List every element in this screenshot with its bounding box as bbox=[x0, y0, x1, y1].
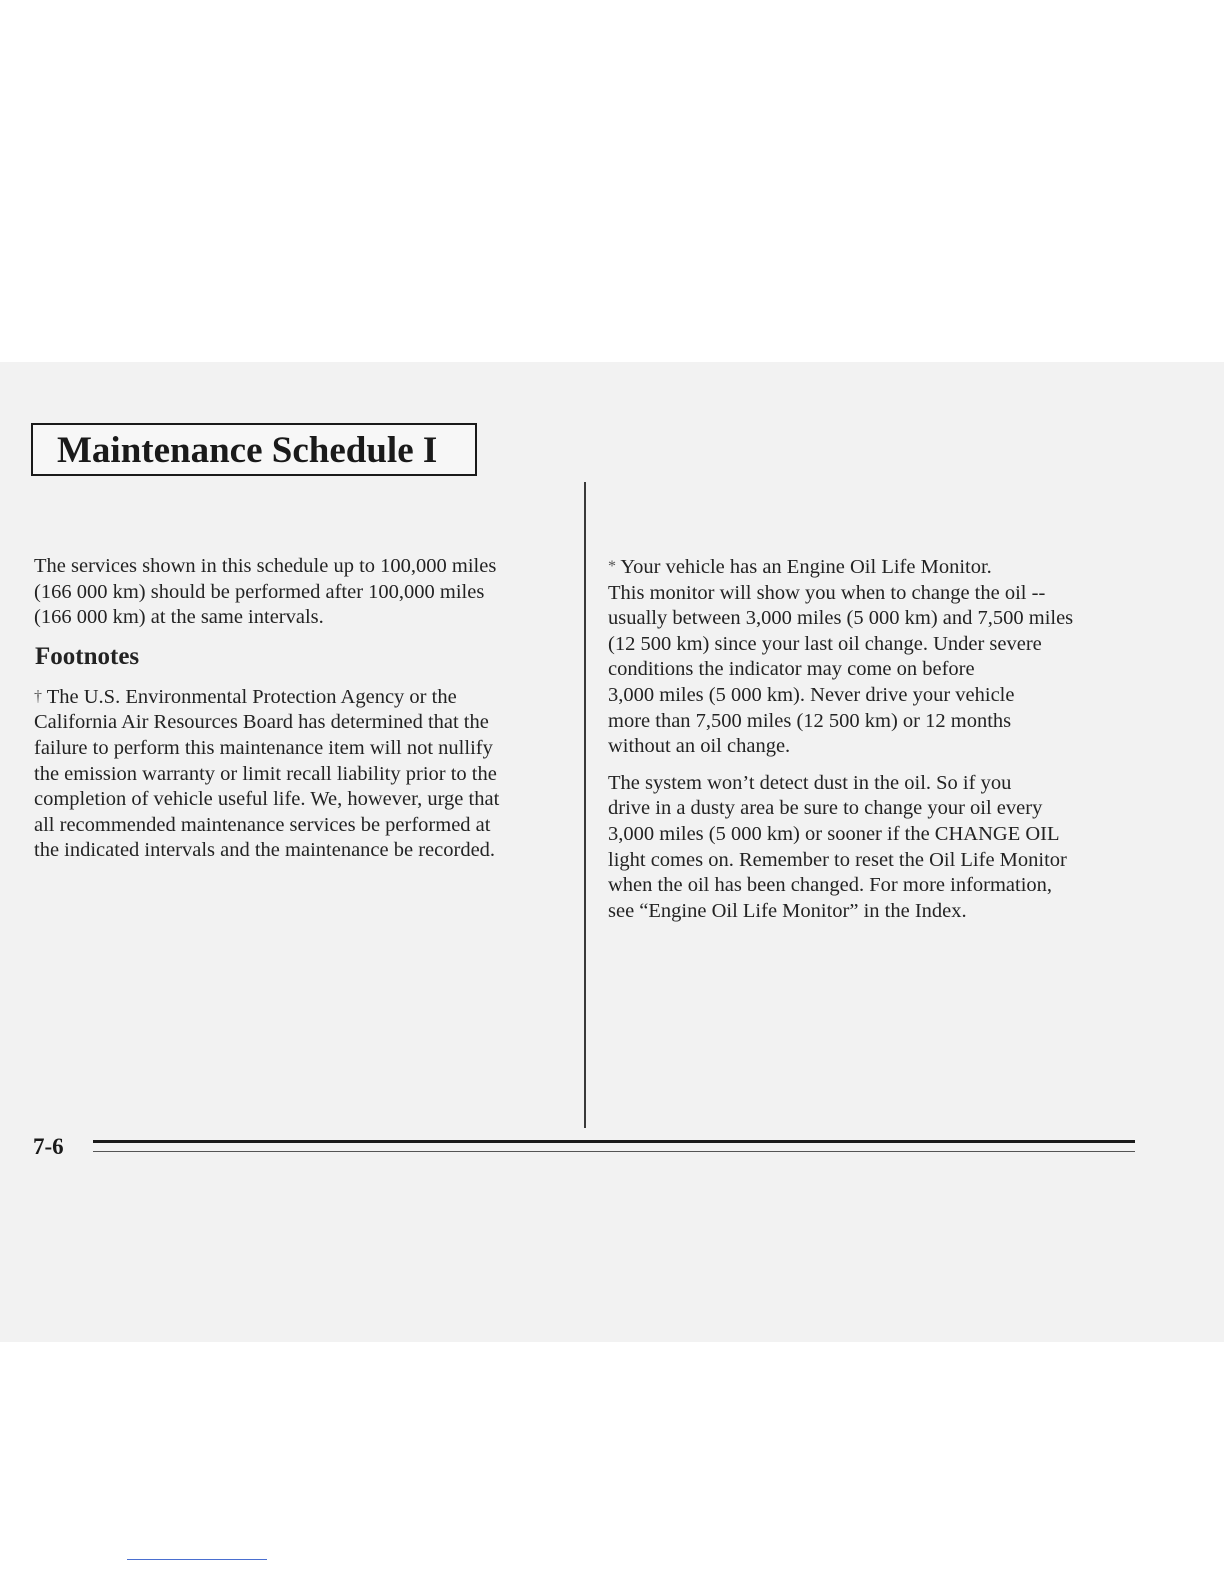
section-title-box bbox=[31, 423, 477, 476]
column-divider bbox=[584, 482, 586, 1128]
footnote-line: all recommended maintenance services be performed at bbox=[34, 813, 491, 836]
page-number: 7-6 bbox=[33, 1134, 64, 1159]
footnote-line: failure to perform this maintenance item will not nullify bbox=[34, 736, 493, 759]
oil-monitor-line bbox=[608, 554, 1153, 581]
intro-line: (166 000 km) at the same intervals. bbox=[34, 606, 324, 629]
oil-monitor-line-text: Your vehicle has an Engine Oil Life Monitor. bbox=[616, 556, 992, 578]
bottom-underline bbox=[127, 1559, 267, 1560]
oil-monitor-line: This monitor will show you when to change the oil -- bbox=[608, 581, 1046, 604]
footnote-paragraph bbox=[34, 684, 574, 864]
footnote-line: California Air Resources Board has determined that the bbox=[34, 711, 489, 734]
right-column bbox=[608, 554, 1153, 935]
footnote-line: the indicated intervals and the maintenance be recorded. bbox=[34, 839, 496, 862]
oil-monitor-line: 3,000 miles (5 000 km). Never drive your vehicle bbox=[608, 683, 1015, 706]
oil-monitor-line: without an oil change. bbox=[608, 735, 791, 758]
dust-line: light comes on. Remember to reset the Oil Life Monitor bbox=[608, 848, 1067, 871]
oil-monitor-line: (12 500 km) since your last oil change. Under severe bbox=[608, 632, 1042, 655]
footnotes-heading: Footnotes bbox=[35, 642, 140, 670]
footer-rule-thick bbox=[93, 1140, 1135, 1143]
oil-monitor-line: usually between 3,000 miles (5 000 km) and 7,500 miles bbox=[608, 607, 1074, 630]
oil-monitor-line: conditions the indicator may come on before bbox=[608, 658, 975, 681]
dust-line: 3,000 miles (5 000 km) or sooner if the CHANGE OIL bbox=[608, 822, 1060, 845]
dust-paragraph bbox=[608, 771, 1153, 925]
footer-rule-thin bbox=[93, 1151, 1135, 1152]
intro-line: The services shown in this schedule up to 100,000 miles bbox=[34, 555, 497, 577]
asterisk-mark: * bbox=[608, 558, 616, 575]
oil-monitor-line: more than 7,500 miles (12 500 km) or 12 months bbox=[608, 709, 1012, 732]
footnote-line bbox=[34, 684, 574, 711]
dust-line: The system won’t detect dust in the oil. So if you bbox=[608, 771, 1012, 794]
footnote-line: the emission warranty or limit recall liability prior to the bbox=[34, 762, 497, 785]
dust-line: when the oil has been changed. For more information, bbox=[608, 874, 1053, 897]
footnote-line: completion of vehicle useful life. We, however, urge that bbox=[34, 788, 500, 811]
intro-line: (166 000 km) should be performed after 100,000 miles bbox=[34, 580, 485, 603]
oil-monitor-paragraph bbox=[608, 554, 1153, 760]
left-column bbox=[34, 554, 574, 875]
dagger-mark: † bbox=[34, 687, 42, 705]
dust-line: see “Engine Oil Life Monitor” in the Index. bbox=[608, 899, 967, 922]
dust-line: drive in a dusty area be sure to change your oil every bbox=[608, 797, 1043, 820]
page-title: Maintenance Schedule I bbox=[57, 430, 438, 471]
intro-paragraph bbox=[34, 554, 574, 631]
footnote-line-text: The U.S. Environmental Protection Agency or the bbox=[42, 685, 457, 708]
